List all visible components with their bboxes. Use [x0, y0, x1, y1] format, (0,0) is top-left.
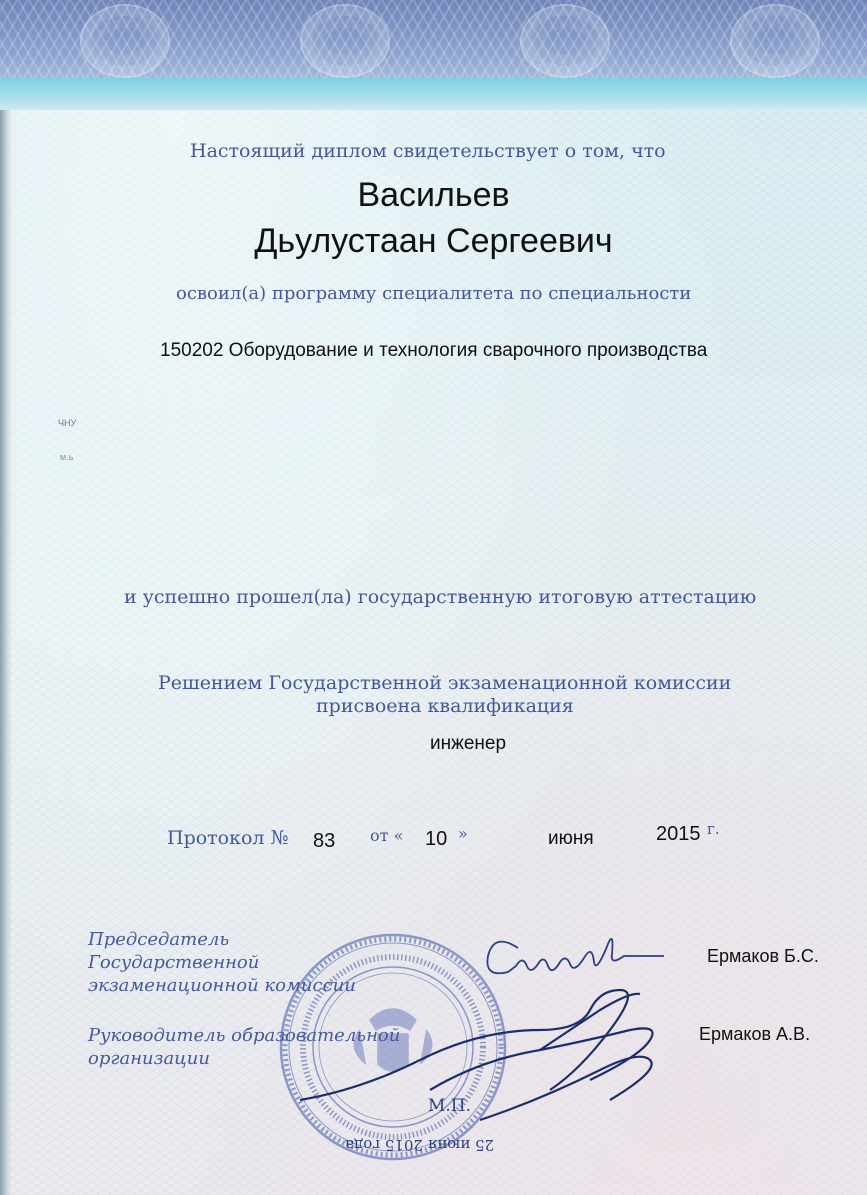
- seal-date-stamp: 25 июня 2015 года: [345, 1136, 495, 1154]
- commission-chair-title: Председатель Государственной экзаменационной комиссии: [88, 929, 356, 996]
- attestation-statement: и успешно прошел(ла) государственную итоговую аттестацию: [124, 586, 757, 608]
- graduate-given-names: Дьулустаан Сергеевич: [254, 222, 613, 260]
- program-statement: освоил(а) программу специалитета по специальности: [176, 283, 692, 304]
- seal-place-label: М.П.: [428, 1096, 472, 1116]
- protocol-from-label: от «: [370, 826, 404, 845]
- intro-text: Настоящий диплом свидетельствует о том, что: [190, 140, 666, 162]
- faded-text-fragment: м.ь: [60, 452, 74, 462]
- commission-decision-line-1: Решением Государственной экзаменационной комиссии: [158, 672, 732, 694]
- protocol-label: Протокол №: [167, 827, 289, 849]
- qualification: инженер: [430, 733, 507, 754]
- chair-signature-icon: [487, 939, 664, 973]
- faded-text-fragment: ЧНУ: [58, 418, 77, 428]
- protocol-number: 83: [313, 830, 336, 852]
- protocol-year-suffix: г.: [707, 820, 720, 838]
- specialty: 150202 Оборудование и технология сварочного производства: [160, 340, 708, 361]
- protocol-month: июня: [548, 828, 594, 849]
- protocol-day: 10: [425, 828, 448, 850]
- organization-head-name: Ермаков А.В.: [699, 1024, 811, 1044]
- commission-decision-line-2: присвоена квалификация: [316, 695, 574, 717]
- graduate-surname: Васильев: [357, 176, 510, 214]
- protocol-year: 2015: [656, 823, 701, 845]
- commission-chair-name: Ермаков Б.С.: [707, 946, 819, 966]
- protocol-quote-close: »: [458, 824, 468, 843]
- organization-head-title: Руководитель образовательной организации: [88, 1025, 401, 1069]
